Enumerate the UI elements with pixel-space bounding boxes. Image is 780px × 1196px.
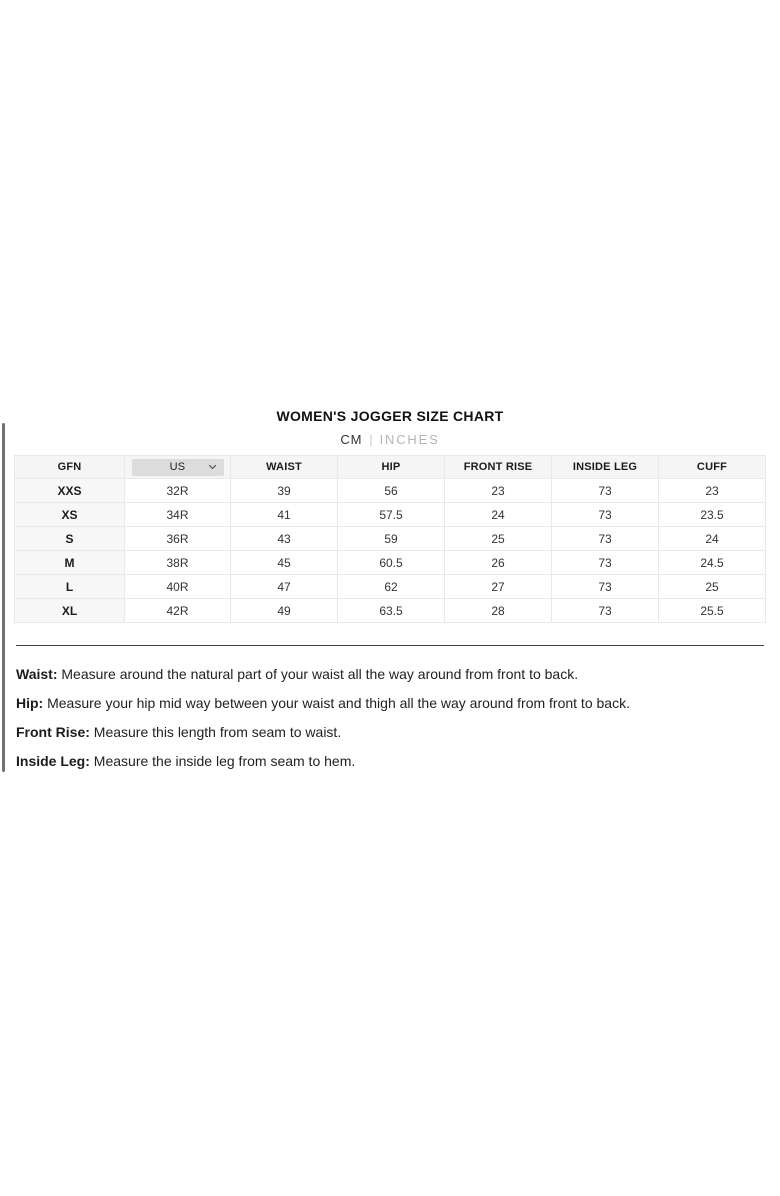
size-value-cell: 24 (445, 503, 552, 527)
size-value-cell: 26 (445, 551, 552, 575)
size-value-cell: 73 (552, 599, 659, 623)
unit-option-inches[interactable]: INCHES (379, 432, 440, 447)
size-value-cell: 45 (231, 551, 338, 575)
size-chart-table (14, 455, 766, 623)
table-row (15, 551, 766, 575)
size-value-cell: 24 (659, 527, 766, 551)
column-header-inside-leg: INSIDE LEG (552, 456, 659, 479)
definition-waist (16, 666, 766, 683)
region-select-value: US (169, 460, 186, 473)
size-label-cell: L (15, 575, 125, 599)
size-label-cell: XXS (15, 479, 125, 503)
size-label-cell: S (15, 527, 125, 551)
size-value-cell: 73 (552, 527, 659, 551)
size-value-cell: 42R (125, 599, 231, 623)
size-value-cell: 32R (125, 479, 231, 503)
table-row (15, 599, 766, 623)
size-value-cell: 59 (338, 527, 445, 551)
measurement-definitions (16, 666, 766, 782)
size-value-cell: 23.5 (659, 503, 766, 527)
unit-toggle (0, 432, 780, 447)
size-value-cell: 47 (231, 575, 338, 599)
definition-hip (16, 695, 766, 712)
definition-term: Inside Leg: (16, 753, 90, 769)
unit-option-cm[interactable]: CM (340, 432, 363, 447)
size-table-body (15, 479, 766, 623)
size-value-cell: 23 (659, 479, 766, 503)
size-value-cell: 41 (231, 503, 338, 527)
size-value-cell: 28 (445, 599, 552, 623)
size-value-cell: 39 (231, 479, 338, 503)
size-value-cell: 49 (231, 599, 338, 623)
size-value-cell: 73 (552, 479, 659, 503)
section-divider (16, 645, 764, 646)
unit-separator: | (369, 432, 373, 447)
page-title: WOMEN'S JOGGER SIZE CHART (276, 408, 504, 424)
definition-text: Measure your hip mid way between your waist and thigh all the way around from front to back. (47, 695, 630, 711)
table-header-row (15, 456, 766, 479)
size-value-cell: 25 (659, 575, 766, 599)
column-header-region (125, 456, 231, 479)
definition-text: Measure around the natural part of your waist all the way around from front to back. (61, 666, 579, 682)
size-value-cell: 63.5 (338, 599, 445, 623)
size-value-cell: 73 (552, 575, 659, 599)
size-value-cell: 24.5 (659, 551, 766, 575)
size-value-cell: 25 (445, 527, 552, 551)
size-value-cell: 57.5 (338, 503, 445, 527)
size-value-cell: 25.5 (659, 599, 766, 623)
size-value-cell: 73 (552, 503, 659, 527)
size-label-cell: XS (15, 503, 125, 527)
column-header-gfn: GFN (15, 456, 125, 479)
column-header-front-rise: FRONT RISE (445, 456, 552, 479)
table-row (15, 503, 766, 527)
column-header-hip: HIP (338, 456, 445, 479)
size-value-cell: 40R (125, 575, 231, 599)
size-value-cell: 73 (552, 551, 659, 575)
definition-term: Hip: (16, 695, 44, 711)
size-value-cell: 38R (125, 551, 231, 575)
table-row (15, 527, 766, 551)
table-row (15, 575, 766, 599)
size-value-cell: 60.5 (338, 551, 445, 575)
column-header-cuff: CUFF (659, 456, 766, 479)
column-header-waist: WAIST (231, 456, 338, 479)
size-value-cell: 23 (445, 479, 552, 503)
definition-text: Measure this length from seam to waist. (93, 724, 342, 740)
definition-term: Front Rise: (16, 724, 90, 740)
size-value-cell: 56 (338, 479, 445, 503)
definition-text: Measure the inside leg from seam to hem. (93, 753, 356, 769)
definition-term: Waist: (16, 666, 58, 682)
size-label-cell: XL (15, 599, 125, 623)
size-value-cell: 62 (338, 575, 445, 599)
size-value-cell: 34R (125, 503, 231, 527)
chevron-down-icon (208, 460, 217, 475)
table-row (15, 479, 766, 503)
scrollbar[interactable] (2, 423, 5, 772)
definition-front-rise (16, 724, 766, 741)
size-value-cell: 43 (231, 527, 338, 551)
definition-inside-leg (16, 753, 766, 770)
region-select[interactable] (132, 459, 224, 476)
size-label-cell: M (15, 551, 125, 575)
size-value-cell: 36R (125, 527, 231, 551)
size-value-cell: 27 (445, 575, 552, 599)
